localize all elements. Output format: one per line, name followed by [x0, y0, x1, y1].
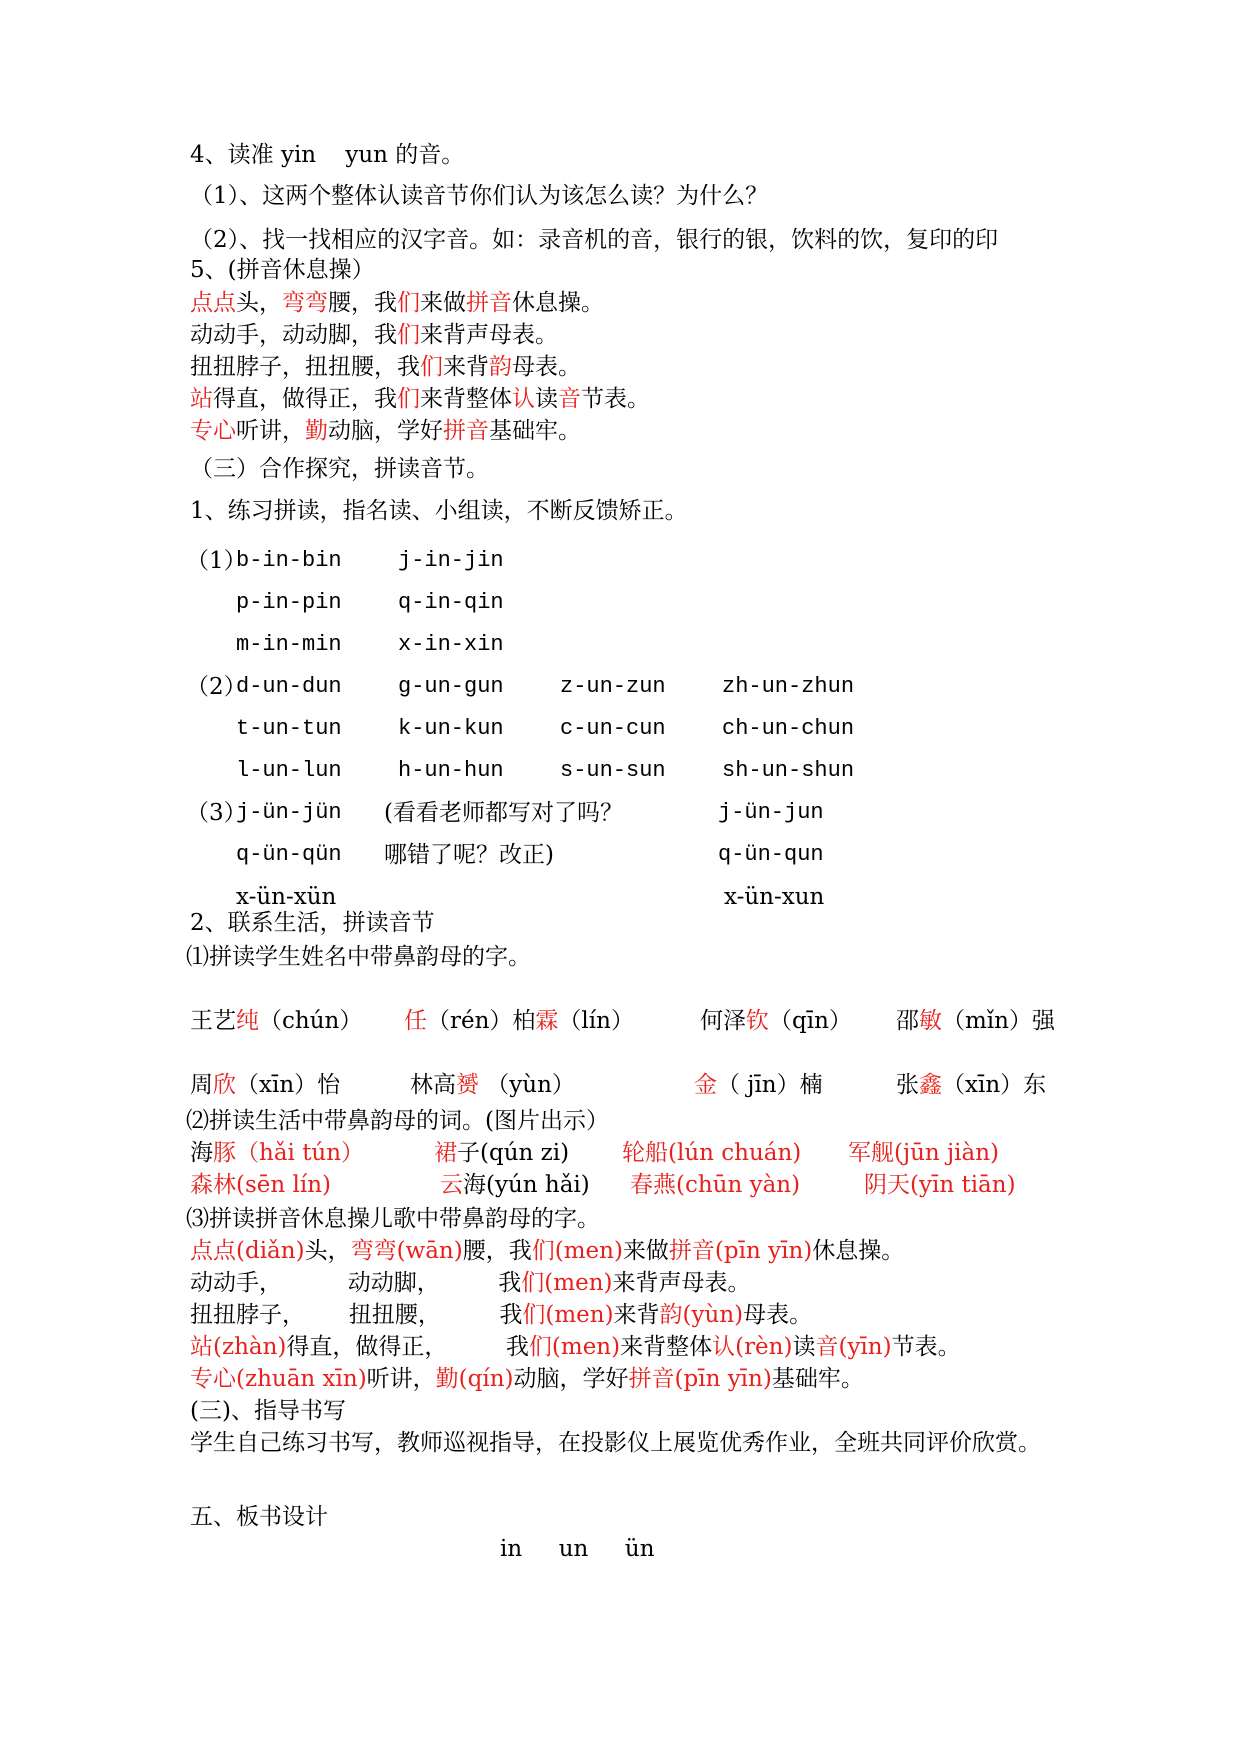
- line-s4b-title: [190, 1396, 346, 1426]
- text-segment: （xīn）东: [942, 1072, 1047, 1098]
- text-segment: 来背声母表。: [420, 322, 558, 348]
- text-segment: 来背: [613, 1302, 660, 1328]
- highlighted-text: 勤: [305, 418, 328, 444]
- pinyin-drill-item: p-in-pin: [236, 590, 342, 615]
- highlighted-text: 轮船(lún chuán): [622, 1140, 802, 1166]
- text-segment: 张: [896, 1072, 919, 1098]
- text-segment: 母表。: [512, 354, 581, 380]
- pinyin-drill-item: sh-un-shun: [722, 758, 855, 783]
- highlighted-text: 站: [190, 386, 213, 412]
- text-segment: 1、练习拼读，指名读、小组读，不断反馈矫正。: [190, 498, 688, 524]
- line-s5-title: [190, 255, 375, 285]
- pinyin-drill-item: （2）: [186, 674, 247, 700]
- highlighted-text: 弯弯(wān): [350, 1238, 463, 1264]
- highlighted-text: 们: [397, 322, 420, 348]
- pinyin-drill-item: q-ün-qün: [236, 842, 342, 867]
- text-segment: (三)、指导书写: [190, 1398, 346, 1424]
- highlighted-text: 认: [512, 386, 535, 412]
- line-s3-2-b: [186, 1106, 609, 1136]
- life-word: [864, 1170, 1016, 1200]
- line-board: [500, 1534, 655, 1564]
- text-segment: 来做: [420, 290, 466, 316]
- line-p-4: [190, 1332, 961, 1362]
- life-word: [190, 1138, 364, 1168]
- text-segment: （ jīn）楠: [717, 1072, 823, 1098]
- pinyin-drill-item: s-un-sun: [560, 758, 666, 783]
- text-segment: 得直，做得正， 我: [286, 1334, 529, 1360]
- text-segment: （rén）柏: [427, 1008, 536, 1034]
- pinyin-drill-item: zh-un-zhun: [722, 674, 855, 699]
- text-segment: 基础牢。: [489, 418, 581, 444]
- pinyin-drill-item: x-ün-xün: [236, 884, 337, 910]
- pinyin-drill-item: m-in-min: [236, 632, 342, 657]
- highlighted-text: 认(rèn): [712, 1334, 793, 1360]
- pinyin-drill-item: d-un-dun: [236, 674, 342, 699]
- text-segment: （mǐn）强: [942, 1008, 1055, 1034]
- highlighted-text: 们(men): [528, 1334, 621, 1360]
- highlighted-text: 纯: [236, 1008, 259, 1034]
- text-segment: 腰，我: [328, 290, 397, 316]
- line-s4-q1: [190, 181, 768, 211]
- life-word: [434, 1138, 569, 1168]
- text-segment: （xīn）怡: [236, 1072, 341, 1098]
- pinyin-drill-item: h-un-hun: [398, 758, 504, 783]
- highlighted-text: 钦: [746, 1008, 769, 1034]
- highlighted-text: 拼音(pīn yīn): [628, 1366, 772, 1392]
- line-s4b-body: [190, 1428, 1041, 1458]
- text-segment: （qīn）: [769, 1008, 852, 1034]
- text-segment: 学生自己练习书写，教师巡视指导，在投影仪上展览优秀作业，全班共同评价欣赏。: [190, 1430, 1041, 1456]
- text-segment: 邵: [896, 1008, 919, 1034]
- pinyin-drill-item: b-in-bin: [236, 548, 342, 573]
- text-segment: 休息操。: [512, 290, 604, 316]
- pinyin-drill-item: q-in-qin: [398, 590, 504, 615]
- text-segment: （三）合作探究，拼读音节。: [190, 456, 489, 482]
- text-segment: 4、读准 yin yun 的音。: [190, 142, 465, 168]
- text-segment: ⑵拼读生活中带鼻韵母的词。(图片出示）: [186, 1108, 609, 1134]
- highlighted-text: 勤(qín): [435, 1366, 514, 1392]
- line-s5b-title: [190, 1502, 328, 1532]
- highlighted-text: 弯弯: [282, 290, 328, 316]
- text-segment: in un ün: [500, 1536, 655, 1562]
- pinyin-drill-item: j-ün-jün: [236, 800, 342, 825]
- line-p-2: [190, 1268, 750, 1298]
- line-exer-3: [190, 352, 581, 382]
- text-segment: 动动手， 动动脚， 我: [190, 1270, 522, 1296]
- text-segment: 来做: [622, 1238, 669, 1264]
- pinyin-drill-item: j-in-jin: [398, 548, 504, 573]
- text-segment: 来背声母表。: [612, 1270, 751, 1296]
- life-word: [440, 1170, 590, 1200]
- line-s4-q2: [190, 225, 998, 255]
- pinyin-drill-item: q-ün-qun: [718, 842, 824, 867]
- highlighted-text: 云: [440, 1172, 463, 1198]
- text-segment: ⑴拼读学生姓名中带鼻韵母的字。: [186, 944, 531, 970]
- text-segment: 头，: [304, 1238, 351, 1264]
- highlighted-text: 豚（hǎi tún）: [213, 1140, 365, 1166]
- line-exer-2: [190, 320, 558, 350]
- highlighted-text: 站(zhàn): [190, 1334, 287, 1360]
- student-name: [190, 1070, 340, 1100]
- text-segment: 听讲，: [236, 418, 305, 444]
- pinyin-drill-item: ch-un-chun: [722, 716, 855, 741]
- highlighted-text: 森林(sēn lín): [190, 1172, 332, 1198]
- highlighted-text: 任: [404, 1008, 427, 1034]
- text-segment: 头，: [236, 290, 282, 316]
- highlighted-text: 点点(diǎn): [190, 1238, 305, 1264]
- line-p-3: [190, 1300, 812, 1330]
- text-segment: 王艺: [190, 1008, 236, 1034]
- text-segment: 读: [535, 386, 558, 412]
- highlighted-text: 裙: [434, 1140, 457, 1166]
- text-segment: （chún）: [259, 1008, 363, 1034]
- line-p-5: [190, 1364, 864, 1394]
- text-segment: 基础牢。: [771, 1366, 864, 1392]
- highlighted-text: 阴天(yīn tiān): [864, 1172, 1016, 1198]
- text-segment: 来背: [443, 354, 489, 380]
- text-segment: 节表。: [581, 386, 650, 412]
- line-s3-title: [190, 454, 489, 484]
- text-segment: 海(yún hǎi): [463, 1172, 590, 1198]
- line-p-1: [190, 1236, 904, 1266]
- highlighted-text: 金: [694, 1072, 717, 1098]
- highlighted-text: 敏: [919, 1008, 942, 1034]
- line-exer-4: [190, 384, 650, 414]
- line-s3-2-title: [190, 908, 435, 938]
- text-segment: 来背整体: [620, 1334, 713, 1360]
- highlighted-text: 鑫: [919, 1072, 942, 1098]
- life-word: [848, 1138, 999, 1168]
- student-name: [694, 1070, 823, 1100]
- text-segment: 母表。: [743, 1302, 813, 1328]
- pinyin-drill-item: l-un-lun: [236, 758, 342, 783]
- pinyin-drill-item: c-un-cun: [560, 716, 666, 741]
- text-segment: （1）、这两个整体认读音节你们认为该怎么读？为什么？: [190, 183, 769, 209]
- text-segment: 何泽: [700, 1008, 746, 1034]
- highlighted-text: 们: [397, 386, 420, 412]
- highlighted-text: 们: [397, 290, 420, 316]
- line-s3-2-c: [186, 1204, 600, 1234]
- text-segment: 动脑，学好: [513, 1366, 629, 1392]
- line-s3-p1: [190, 496, 688, 526]
- text-segment: （2）、找一找相应的汉字音。如：录音机的音，银行的银，饮料的饮，复印的印: [190, 227, 999, 253]
- text-segment: 来背整体: [420, 386, 512, 412]
- pinyin-drill-item: t-un-tun: [236, 716, 342, 741]
- text-segment: 海: [190, 1140, 213, 1166]
- pinyin-drill-item: （1）: [186, 548, 247, 574]
- highlighted-text: 们(men): [522, 1302, 614, 1328]
- pinyin-drill-item: （3）: [186, 800, 247, 826]
- text-segment: 周: [190, 1072, 213, 1098]
- student-name: [190, 1006, 362, 1036]
- text-segment: 五、板书设计: [190, 1504, 328, 1530]
- pinyin-drill-item: g-un-gun: [398, 674, 504, 699]
- text-segment: 林高: [410, 1072, 456, 1098]
- text-segment: 动动手，动动脚，我: [190, 322, 397, 348]
- text-segment: （lín）: [558, 1008, 634, 1034]
- highlighted-text: 音: [558, 386, 581, 412]
- highlighted-text: 韵: [489, 354, 512, 380]
- student-name: [896, 1006, 1055, 1036]
- line-s3-2-a: [186, 942, 531, 972]
- student-name: [410, 1070, 575, 1100]
- pinyin-drill-item: k-un-kun: [398, 716, 504, 741]
- highlighted-text: 音(yīn): [815, 1334, 892, 1360]
- pinyin-drill-item: x-ün-xun: [724, 884, 825, 910]
- life-word: [630, 1170, 800, 1200]
- student-name: [896, 1070, 1046, 1100]
- highlighted-text: 们: [420, 354, 443, 380]
- pinyin-drill-item: j-ün-jun: [718, 800, 824, 825]
- highlighted-text: 专心: [190, 418, 236, 444]
- highlighted-text: 们(men): [531, 1238, 623, 1264]
- text-segment: 读: [792, 1334, 816, 1360]
- student-name: [404, 1006, 634, 1036]
- highlighted-text: 军舰(jūn jiàn): [848, 1140, 1000, 1166]
- text-segment: ⑶拼读拼音休息操儿歌中带鼻韵母的字。: [186, 1206, 600, 1232]
- highlighted-text: 霖: [535, 1008, 559, 1034]
- pinyin-drill-item: z-un-zun: [560, 674, 666, 699]
- highlighted-text: 韵(yùn): [659, 1302, 744, 1328]
- life-word: [622, 1138, 801, 1168]
- pinyin-drill-item: (看看老师都写对了吗？: [384, 800, 623, 826]
- text-segment: 听讲，: [366, 1366, 436, 1392]
- text-segment: 2、联系生活，拼读音节: [190, 910, 435, 936]
- highlighted-text: 拼音: [466, 290, 512, 316]
- pinyin-drill-item: 哪错了呢？改正): [384, 842, 554, 868]
- text-segment: 腰，我: [462, 1238, 532, 1264]
- text-segment: 扭扭脖子， 扭扭腰， 我: [190, 1302, 523, 1328]
- pinyin-drill-item: x-in-xin: [398, 632, 504, 657]
- highlighted-text: 赟: [456, 1072, 479, 1098]
- text-segment: 得直，做得正，我: [213, 386, 397, 412]
- text-segment: 休息操。: [812, 1238, 905, 1264]
- highlighted-text: 点点: [190, 290, 236, 316]
- life-word: [190, 1170, 331, 1200]
- line-s4-title: [190, 140, 464, 170]
- text-segment: 子(qún zi): [457, 1140, 570, 1166]
- highlighted-text: 拼音(pīn yīn): [668, 1238, 813, 1264]
- line-exer-5: [190, 416, 581, 446]
- text-segment: 5、(拼音休息操）: [190, 257, 375, 283]
- highlighted-text: 拼音: [443, 418, 489, 444]
- highlighted-text: 专心(zhuān xīn): [190, 1366, 367, 1392]
- highlighted-text: 们(men): [521, 1270, 613, 1296]
- student-name: [700, 1006, 852, 1036]
- text-segment: 扭扭脖子，扭扭腰，我: [190, 354, 420, 380]
- text-segment: 节表。: [891, 1334, 961, 1360]
- highlighted-text: 欣: [213, 1072, 236, 1098]
- text-segment: 动脑，学好: [328, 418, 443, 444]
- highlighted-text: 春燕(chūn yàn): [630, 1172, 801, 1198]
- text-segment: （yùn）: [479, 1072, 575, 1098]
- line-exer-1: [190, 288, 604, 318]
